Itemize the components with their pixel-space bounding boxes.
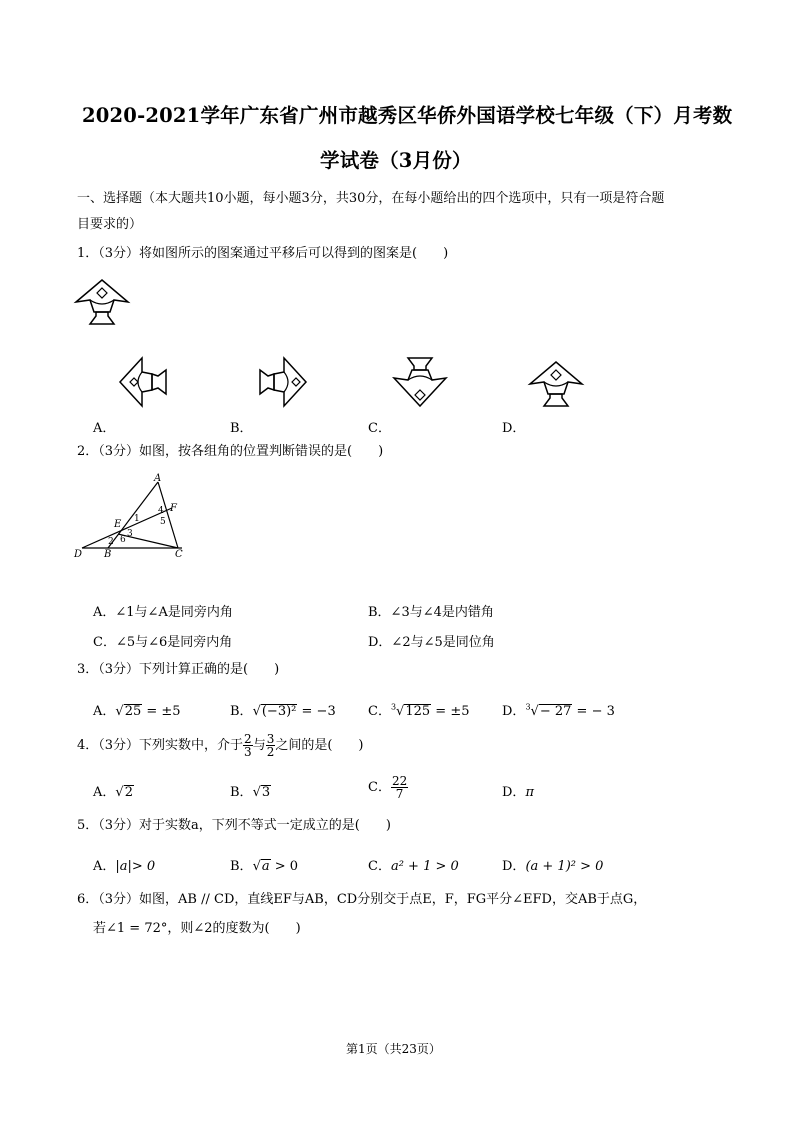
- q4-a-radicand: 2: [124, 785, 133, 800]
- doc-title-line2: 学试卷（3月份）: [320, 149, 472, 172]
- q1-option-c-figure: [392, 356, 448, 412]
- q4-c-denominator: 7: [395, 787, 404, 801]
- q4-d-value: π: [525, 785, 534, 800]
- label-E: E: [114, 519, 122, 530]
- sqrt-symbol: √: [115, 704, 124, 719]
- q4-option-a: [93, 781, 134, 800]
- q5-b-radicand: a: [261, 859, 270, 874]
- q1-option-b: B．: [230, 421, 253, 436]
- q4-stem-pre: 4．（3分）下列实数中，介于: [77, 738, 244, 753]
- q1-option-a: A．: [93, 421, 116, 436]
- label-C: C: [175, 549, 183, 560]
- q3-option-a: [93, 700, 181, 719]
- q1-option-c: C．: [368, 421, 391, 436]
- label-6: 6: [120, 535, 126, 545]
- q1-reference-figure: [74, 278, 130, 328]
- q3-c-rest: = ±5: [431, 704, 470, 719]
- q2-triangle-figure: [72, 474, 192, 560]
- label-2: 2: [108, 537, 114, 547]
- q4-b-radicand: 3: [261, 785, 271, 800]
- sqrt-symbol: √: [115, 785, 124, 800]
- q4-f1-denominator: 3: [244, 745, 252, 759]
- q1-option-d: D．: [502, 421, 526, 436]
- q4-option-c: [368, 772, 408, 804]
- q3-a-radicand: 25: [124, 704, 142, 719]
- q5-option-a: [93, 855, 155, 874]
- q1-stem: 1．（3分）将如图所示的图案通过平移后可以得到的图案是( ): [77, 246, 449, 261]
- q3-option-c: [368, 700, 470, 719]
- q3-b-radicand: (−3)²: [261, 704, 297, 719]
- label-B: B: [104, 549, 112, 560]
- label-1: 1: [134, 514, 140, 524]
- q4-f2-denominator: 2: [266, 745, 275, 759]
- q4-b-label: B．: [230, 785, 253, 800]
- q5-c-label: C．: [368, 859, 391, 874]
- q3-c-index: 3: [390, 702, 397, 712]
- q6-stem-line2: 若∠1 = 72°，则∠2的度数为( ): [93, 921, 301, 936]
- q4-c-fraction: [391, 775, 408, 800]
- q5-d-label: D．: [502, 859, 526, 874]
- label-A: A: [154, 473, 162, 484]
- q1-option-a-figure: [118, 356, 170, 410]
- q3-option-d: [502, 700, 615, 719]
- q4-f2-numerator: 3: [266, 732, 275, 746]
- q3-d-rest: = − 3: [572, 704, 615, 719]
- label-5: 5: [160, 517, 166, 527]
- q5-option-b: [230, 855, 298, 874]
- q1-option-b-figure: [256, 356, 308, 410]
- q3-d-index: 3: [525, 702, 531, 712]
- q2-option-c: C．∠5与∠6是同旁内角: [93, 635, 233, 650]
- q4-fraction-1: [243, 733, 253, 758]
- q5-a-label: A．: [93, 859, 116, 874]
- label-4: 4: [158, 506, 164, 516]
- q4-fraction-2: [266, 733, 276, 758]
- sqrt-symbol: √: [252, 785, 261, 800]
- q5-option-d: [502, 855, 603, 874]
- q4-stem-mid: 与: [252, 738, 266, 753]
- q4-d-label: D．: [502, 785, 526, 800]
- q2-option-b: B．∠3与∠4是内错角: [368, 605, 494, 620]
- q5-d-value: (a + 1)² > 0: [525, 859, 604, 874]
- q3-a-rest: = ±5: [142, 704, 181, 719]
- sqrt-symbol: √: [252, 704, 261, 719]
- section-heading-line1: 一、选择题（本大题共10小题，每小题3分，共30分，在每小题给出的四个选项中，只有一项是符合题: [77, 191, 665, 206]
- q3-stem: 3．（3分）下列计算正确的是( ): [77, 662, 280, 677]
- q3-c-radicand: 125: [405, 704, 431, 719]
- q2-option-d: D．∠2与∠5是同位角: [368, 635, 495, 650]
- q4-option-b: [230, 781, 271, 800]
- q3-b-label: B．: [230, 704, 253, 719]
- q4-f1-numerator: 2: [244, 732, 252, 746]
- q4-a-label: A．: [93, 785, 116, 800]
- q3-b-rest: = −3: [297, 704, 336, 719]
- q5-stem: 5．（3分）对于实数a，下列不等式一定成立的是( ): [77, 818, 391, 833]
- q3-d-radicand: − 27: [539, 704, 572, 719]
- q3-d-label: D．: [502, 704, 526, 719]
- q4-option-d: [502, 781, 534, 800]
- q4-stem-post: 之间的是( ): [275, 738, 364, 753]
- q5-option-c: [368, 855, 459, 874]
- q4-c-label: C．: [368, 780, 391, 795]
- doc-title-line1: 2020-2021学年广东省广州市越秀区华侨外国语学校七年级（下）月考数: [82, 104, 733, 127]
- page-footer: 第1页（共23页）: [346, 1042, 441, 1056]
- q5-a-value: |a|> 0: [115, 859, 156, 874]
- q5-b-label: B．: [230, 859, 253, 874]
- q3-option-b: [230, 700, 336, 719]
- q1-option-d-figure: [528, 360, 584, 410]
- q5-b-rest: > 0: [270, 859, 299, 874]
- section-heading-line2: 目要求的）: [77, 217, 143, 232]
- q4-stem: [77, 732, 364, 760]
- sqrt-symbol: √: [530, 704, 539, 719]
- sqrt-symbol: √: [396, 704, 405, 719]
- q2-stem: 2．（3分）如图，按各组角的位置判断错误的是( ): [77, 444, 384, 459]
- label-D: D: [74, 549, 83, 560]
- label-F: F: [170, 503, 177, 514]
- label-3: 3: [127, 529, 133, 539]
- q2-option-a: A．∠1与∠A是同旁内角: [93, 605, 233, 620]
- sqrt-symbol: √: [252, 859, 261, 874]
- q6-stem-line1: 6．（3分）如图，AB // CD，直线EF与AB，CD分别交于点E，F，FG平分∠EFD，交AB于点G，: [77, 892, 647, 907]
- q5-c-value: a² + 1 > 0: [390, 859, 459, 874]
- q4-c-numerator: 22: [391, 774, 408, 788]
- q3-a-label: A．: [93, 704, 116, 719]
- q3-c-label: C．: [368, 704, 391, 719]
